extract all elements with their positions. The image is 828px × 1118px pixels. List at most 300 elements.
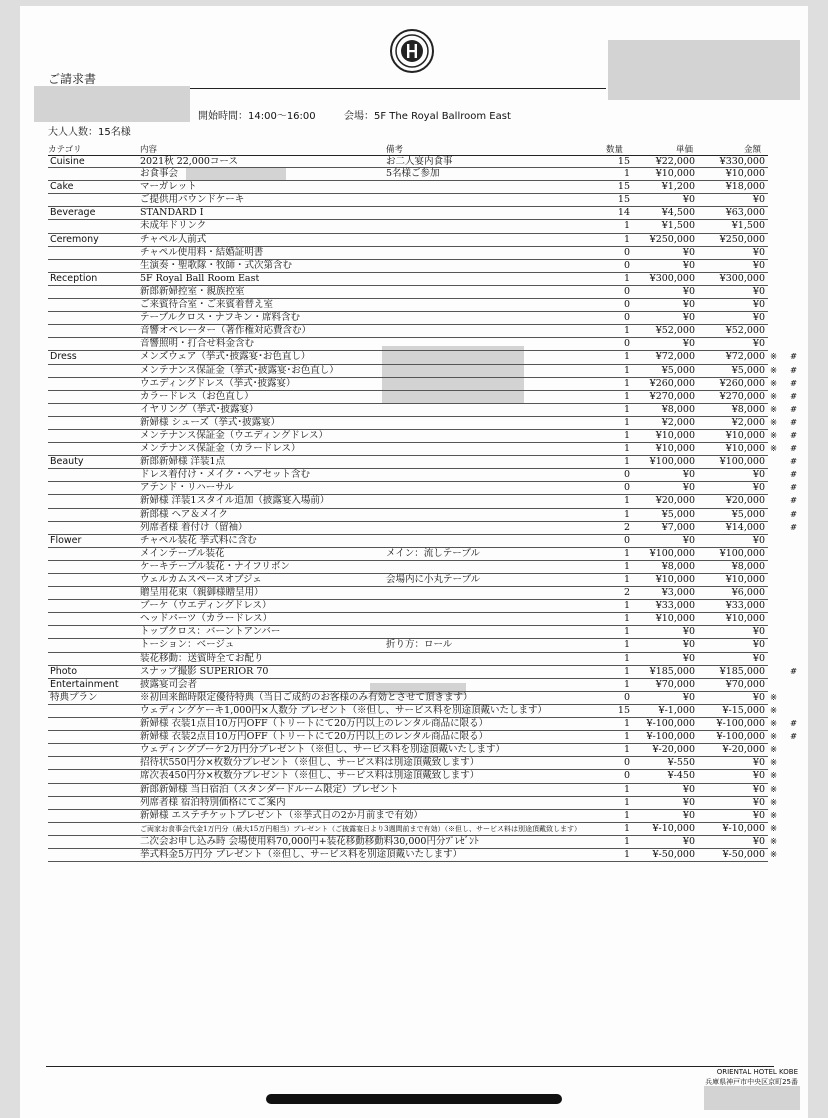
row-item: カラードレス（お色直し）	[140, 390, 254, 402]
row-unit-price: ¥0	[682, 783, 695, 795]
row-qty: 1	[623, 272, 630, 284]
row-item: マーガレット	[140, 181, 197, 193]
row-qty: 1	[623, 809, 630, 821]
row-amount: ¥-100,000	[716, 731, 765, 743]
row-qty: 1	[623, 220, 630, 232]
row-note: 会場内に小丸テーブル	[386, 574, 481, 585]
guest-count: 大人人数：15名様	[48, 127, 131, 138]
row-category: Ceremony	[50, 233, 99, 245]
row-amount: ¥0	[752, 691, 765, 703]
row-item: 新郎様 ヘア＆メイク	[140, 508, 228, 520]
table-row	[48, 482, 798, 495]
row-unit-price: ¥5,000	[661, 508, 695, 520]
row-amount: ¥0	[752, 482, 765, 494]
row-qty: 1	[623, 429, 630, 441]
row-qty: 1	[623, 639, 630, 651]
row-hash: #	[790, 391, 798, 402]
row-unit-price: ¥0	[682, 299, 695, 311]
row-amount: ¥0	[752, 299, 765, 311]
row-item: 新婦様 シューズ（挙式･披露宴）	[140, 416, 281, 428]
hotel-crest-logo	[389, 28, 435, 74]
table-row	[48, 456, 798, 469]
row-unit-price: ¥185,000	[649, 665, 695, 677]
row-mark: ※	[770, 365, 778, 376]
table-row	[48, 247, 768, 260]
row-unit-price: ¥270,000	[649, 390, 695, 402]
table-row	[48, 325, 768, 338]
table-row	[48, 338, 768, 351]
row-note: 折り方：ロール	[386, 639, 453, 651]
row-unit-price: ¥0	[682, 482, 695, 494]
redacted-block	[34, 86, 190, 122]
row-mark: ※	[770, 836, 778, 847]
row-unit-price: ¥0	[682, 796, 695, 808]
row-qty: 1	[623, 744, 630, 756]
table-row	[48, 443, 798, 456]
row-item: メンテナンス保証金（挙式･披露宴･お色直し）	[140, 364, 339, 376]
table-row	[48, 731, 798, 744]
row-unit-price: ¥0	[682, 194, 695, 206]
row-unit-price: ¥0	[682, 534, 695, 546]
row-item: ウェルカムスペースオブジェ	[140, 574, 262, 585]
header-qty: 数量	[606, 145, 624, 155]
venue: 会場：5F The Royal Ballroom East	[344, 111, 511, 122]
header-unit-price: 単価	[676, 145, 694, 155]
row-qty: 1	[623, 233, 630, 245]
row-qty: 1	[623, 718, 630, 730]
row-qty: 0	[623, 534, 630, 546]
row-item: 贈呈用花束（親御様贈呈用）	[140, 587, 264, 599]
row-amount: ¥0	[752, 194, 765, 206]
table-row	[48, 704, 778, 718]
row-hash: #	[790, 509, 798, 520]
row-hash: #	[790, 378, 798, 389]
table-row	[48, 665, 798, 679]
row-unit-price: ¥8,000	[661, 560, 695, 572]
row-unit-price: ¥20,000	[655, 495, 695, 507]
row-item: 新郎新婦控室・親族控室	[140, 285, 245, 297]
row-item: STANDARD Ⅰ	[140, 207, 204, 219]
row-amount: ¥300,000	[719, 272, 765, 284]
row-unit-price: ¥0	[682, 338, 695, 350]
row-unit-price: ¥-450	[667, 770, 695, 782]
table-row	[48, 561, 768, 574]
row-mark: ※	[770, 771, 778, 782]
row-item: チャペル人前式	[140, 233, 207, 245]
row-amount: ¥0	[752, 534, 765, 546]
row-amount: ¥260,000	[719, 377, 765, 389]
row-unit-price: ¥10,000	[655, 574, 695, 585]
row-hash: #	[790, 404, 798, 415]
row-unit-price: ¥100,000	[649, 547, 695, 559]
table-row	[48, 508, 798, 522]
row-unit-price: ¥260,000	[649, 377, 695, 389]
row-unit-price: ¥10,000	[655, 429, 695, 441]
row-mark: ※	[770, 849, 778, 860]
row-amount: ¥10,000	[725, 613, 765, 625]
table-row	[48, 626, 768, 639]
row-unit-price: ¥70,000	[655, 678, 695, 690]
row-item: ご提供用パウンドケーキ	[140, 194, 245, 206]
row-unit-price: ¥0	[682, 312, 695, 324]
table-row	[48, 796, 778, 810]
row-mark: ※	[770, 705, 778, 716]
row-qty: 1	[623, 351, 630, 363]
row-item: ヘッドパーツ（カラードレス）	[140, 613, 273, 625]
row-unit-price: ¥0	[682, 259, 695, 271]
table-row	[48, 364, 798, 378]
row-amount: ¥185,000	[719, 665, 765, 677]
row-unit-price: ¥3,000	[661, 587, 695, 599]
row-qty: 1	[623, 495, 630, 507]
table-row	[48, 822, 778, 836]
row-item: 挙式料金5万円分 プレゼント（※但し、サービス料を別途頂戴いたします）	[140, 848, 463, 860]
row-unit-price: ¥0	[682, 639, 695, 651]
row-unit-price: ¥8,000	[661, 403, 695, 415]
row-qty: 1	[623, 783, 630, 795]
row-hash: #	[790, 417, 798, 428]
row-unit-price: ¥300,000	[649, 272, 695, 284]
row-hash: #	[790, 470, 798, 481]
row-qty: 1	[623, 652, 630, 664]
header-category: カテゴリ	[48, 145, 82, 155]
row-qty: 1	[623, 848, 630, 860]
header-amount: 金額	[744, 145, 762, 155]
row-note: お二人宴内食事	[386, 156, 453, 167]
row-item: メインテーブル装花	[140, 547, 225, 559]
row-unit-price: ¥4,500	[661, 207, 695, 219]
row-unit-price: ¥0	[682, 809, 695, 821]
table-row	[48, 600, 768, 613]
row-qty: 1	[623, 508, 630, 520]
row-item: ケーキテーブル装花・ナイフリボン	[140, 560, 290, 572]
row-note: メイン：流しテーブル	[386, 547, 480, 559]
row-category: Flower	[50, 534, 82, 546]
row-unit-price: ¥72,000	[655, 351, 695, 363]
row-qty: 1	[623, 443, 630, 455]
table-row	[48, 390, 798, 404]
row-item: スナップ撮影 SUPERIOR 70	[140, 665, 269, 677]
row-amount: ¥10,000	[725, 574, 765, 585]
row-unit-price: ¥0	[682, 626, 695, 638]
row-amount: ¥100,000	[719, 456, 765, 468]
row-amount: ¥8,000	[731, 560, 765, 572]
table-row	[48, 691, 778, 705]
row-item: 未成年ドリンク	[140, 220, 207, 232]
row-category: Photo	[50, 665, 78, 677]
row-amount: ¥2,000	[731, 416, 765, 428]
row-unit-price: ¥22,000	[655, 156, 695, 167]
row-unit-price: ¥10,000	[655, 443, 695, 455]
row-item: ウェディングケーキ1,000円×人数分 プレゼント（※但し、サービス料を別途頂戴いたします）	[140, 704, 547, 716]
row-qty: 1	[623, 377, 630, 389]
row-amount: ¥52,000	[725, 325, 765, 337]
row-item: 新婦様 衣装2点目10万円OFF（トリートにて20万円以上のレンタル商品に限る）	[140, 731, 489, 743]
row-mark: ※	[770, 823, 778, 834]
row-hash: #	[790, 444, 798, 455]
row-qty: 1	[623, 626, 630, 638]
row-category: Cuisine	[50, 156, 85, 167]
row-item: 生演奏・聖歌隊・牧師・式次第含む	[140, 259, 293, 271]
row-qty: 1	[623, 390, 630, 402]
row-item: 招待状550円分×枚数分プレゼント（※但し、サービス料は別途頂戴致します）	[140, 757, 480, 769]
table-row	[48, 548, 768, 561]
row-unit-price: ¥10,000	[655, 168, 695, 180]
row-mark: ※	[770, 797, 778, 808]
home-indicator-bar[interactable]	[266, 1094, 562, 1104]
row-mark: ※	[770, 404, 778, 415]
table-row	[48, 469, 798, 482]
table-row	[48, 809, 778, 823]
document-title: ご請求書	[48, 72, 97, 86]
table-row	[48, 312, 768, 325]
row-qty: 15	[617, 704, 630, 716]
row-qty: 1	[623, 796, 630, 808]
row-item: 新郎新婦様 洋装1点	[140, 456, 226, 468]
table-row	[48, 718, 798, 731]
row-amount: ¥0	[752, 259, 765, 271]
row-item: ※初回来館時限定優待特典（当日ご成約のお客様のみ有効とさせて頂きます）	[140, 691, 473, 703]
table-row	[48, 234, 768, 247]
row-amount: ¥0	[752, 338, 765, 350]
row-unit-price: ¥1,200	[661, 181, 695, 193]
row-item: ブーケ（ウエディングドレス）	[140, 600, 272, 612]
table-row	[48, 783, 778, 797]
row-mark: ※	[770, 417, 778, 428]
header-item: 内容	[140, 145, 158, 155]
row-amount: ¥18,000	[725, 181, 765, 193]
row-amount: ¥100,000	[719, 547, 765, 559]
row-category: Cake	[50, 181, 74, 193]
table-row	[48, 429, 798, 443]
row-category: Beverage	[50, 207, 96, 219]
footer-divider	[46, 1066, 774, 1067]
row-qty: 1	[623, 403, 630, 415]
table-row	[48, 194, 768, 207]
row-qty: 1	[623, 364, 630, 376]
table-row	[48, 155, 768, 168]
footer-address: 兵庫県神戸市中央区京町25番	[705, 1078, 798, 1086]
row-amount: ¥270,000	[719, 390, 765, 402]
row-qty: 1	[623, 168, 630, 180]
row-amount: ¥8,000	[731, 403, 765, 415]
row-item: 2021秋 22,000コース	[140, 156, 238, 167]
row-item: 新婦様 洋装1スタイル追加（披露宴入場前）	[140, 495, 330, 507]
table-row	[48, 535, 768, 548]
row-qty: 1	[623, 560, 630, 572]
row-unit-price: ¥100,000	[649, 456, 695, 468]
row-amount: ¥-15,000	[722, 704, 765, 716]
row-unit-price: ¥5,000	[661, 364, 695, 376]
row-unit-price: ¥0	[682, 652, 695, 664]
table-row	[48, 260, 768, 273]
row-unit-price: ¥7,000	[661, 521, 695, 533]
row-qty: 1	[623, 574, 630, 585]
row-amount: ¥0	[752, 835, 765, 847]
table-row	[48, 848, 778, 862]
row-mark: ※	[770, 719, 778, 730]
row-qty: 15	[617, 181, 630, 193]
row-mark: ※	[770, 810, 778, 821]
row-unit-price: ¥-100,000	[646, 731, 695, 743]
row-item: 新婦様 エステチケットプレゼント（※挙式日の2か月前まで有効）	[140, 809, 423, 821]
row-item: トーション：ベージュ	[140, 639, 235, 651]
row-amount: ¥10,000	[725, 429, 765, 441]
row-item: ウェディングブーケ2万円分プレゼント（※但し、サービス料を別途頂戴いたします）	[140, 744, 506, 756]
table-row	[48, 181, 768, 194]
row-item: ウエディングドレス（挙式･披露宴）	[140, 377, 296, 389]
table-row	[48, 299, 768, 312]
row-unit-price: ¥250,000	[649, 233, 695, 245]
row-item: 装花移動：送賓時全てお配り	[140, 652, 264, 664]
row-item: 新婦様 衣装1点目10万円OFF（トリートにて20万円以上のレンタル商品に限る）	[140, 718, 489, 730]
table-row	[48, 403, 798, 417]
row-item: 席次表450円分×枚数分プレゼント（※但し、サービス料は別途頂戴致します）	[140, 770, 480, 782]
row-mark: ※	[770, 732, 778, 743]
table-row	[48, 835, 778, 849]
row-qty: 0	[623, 285, 630, 297]
redacted-block	[704, 1086, 800, 1110]
row-qty: 1	[623, 613, 630, 625]
row-mark: ※	[770, 692, 778, 703]
row-amount: ¥0	[752, 770, 765, 782]
row-unit-price: ¥0	[682, 246, 695, 258]
header-note: 備考	[386, 145, 404, 155]
table-row	[48, 207, 768, 220]
row-unit-price: ¥-10,000	[652, 822, 695, 834]
row-amount: ¥0	[752, 469, 765, 481]
row-qty: 1	[623, 456, 630, 468]
row-amount: ¥0	[752, 796, 765, 808]
row-item: メンテナンス保証金（ウエディングドレス）	[140, 429, 329, 441]
table-row	[48, 613, 768, 626]
row-item: 5F Royal Ball Room East	[140, 272, 260, 284]
row-qty: 2	[623, 587, 630, 599]
row-hash: #	[790, 732, 798, 743]
row-unit-price: ¥33,000	[655, 600, 695, 612]
row-item: メンテナンス保証金（カラードレス）	[140, 443, 301, 455]
row-item: 列席者様 着付け（留袖）	[140, 521, 248, 533]
row-item: 列席者様 宿泊特別価格にてご案内	[140, 796, 286, 808]
row-item: テーブルクロス・ナフキン・席料含む	[140, 312, 300, 324]
row-item: ドレス着付け・メイク・ヘアセット含む	[140, 469, 310, 481]
row-mark: ※	[770, 430, 778, 441]
row-item: ご来賓待合室・ご来賓着替え室	[140, 299, 274, 311]
redacted-block	[608, 40, 800, 100]
row-hash: #	[790, 496, 798, 507]
row-amount: ¥0	[752, 783, 765, 795]
row-unit-price: ¥52,000	[655, 325, 695, 337]
row-mark: ※	[770, 391, 778, 402]
row-hash: #	[790, 352, 798, 363]
row-item: 披露宴司会者	[140, 678, 198, 690]
row-amount: ¥0	[752, 809, 765, 821]
row-mark: ※	[770, 784, 778, 795]
row-item: ご両家お食事会代金1万円分（最大15万円相当）プレゼント（ご披露宴日より3週間前まで有効）（※但し、サービス料は別途頂戴致します）	[140, 824, 582, 833]
row-qty: 0	[623, 312, 630, 324]
row-item: チャペル使用料・結婚証明書	[140, 246, 264, 258]
table-row	[48, 574, 768, 587]
table-row	[48, 639, 768, 652]
row-qty: 1	[623, 547, 630, 559]
row-qty: 15	[617, 194, 630, 206]
row-item: 新郎新婦様 当日宿泊（スタンダードルーム限定）プレゼント	[140, 783, 399, 795]
row-unit-price: ¥0	[682, 285, 695, 297]
row-amount: ¥6,000	[731, 587, 765, 599]
row-item: 音響照明・打合せ料金含む	[140, 338, 255, 350]
row-qty: 2	[623, 521, 630, 533]
row-item: アテンド・リハーサル	[140, 482, 234, 494]
row-qty: 0	[623, 338, 630, 350]
table-row	[48, 286, 768, 299]
row-qty: 1	[623, 822, 630, 834]
row-qty: 0	[623, 246, 630, 258]
row-unit-price: ¥-550	[667, 757, 695, 769]
row-qty: 0	[623, 770, 630, 782]
start-time: 開始時間：14:00～16:00	[198, 111, 316, 122]
row-amount: ¥10,000	[725, 443, 765, 455]
table-row	[48, 770, 778, 783]
row-item: メンズウェア（挙式･披露宴･お色直し）	[140, 351, 311, 363]
row-qty: 1	[623, 835, 630, 847]
row-item: トップクロス：バーントアンバー	[140, 626, 281, 638]
row-mark: ※	[770, 758, 778, 769]
row-unit-price: ¥-50,000	[652, 848, 695, 860]
row-amount: ¥0	[752, 246, 765, 258]
row-amount: ¥-50,000	[722, 848, 765, 860]
table-row	[48, 521, 798, 535]
row-amount: ¥0	[752, 652, 765, 664]
row-hash: #	[790, 719, 798, 730]
row-unit-price: ¥-20,000	[652, 744, 695, 756]
row-amount: ¥14,000	[725, 521, 765, 533]
row-amount: ¥72,000	[725, 351, 765, 363]
row-amount: ¥0	[752, 285, 765, 297]
row-mark: ※	[770, 378, 778, 389]
row-amount: ¥70,000	[725, 678, 765, 690]
row-amount: ¥0	[752, 626, 765, 638]
row-qty: 15	[617, 156, 630, 167]
row-hash: #	[790, 483, 798, 494]
row-unit-price: ¥10,000	[655, 613, 695, 625]
row-amount: ¥20,000	[725, 495, 765, 507]
invoice-table	[48, 155, 798, 862]
row-hash: #	[790, 365, 798, 376]
table-row	[48, 744, 778, 757]
row-unit-price: ¥-100,000	[646, 718, 695, 730]
row-amount: ¥-100,000	[716, 718, 765, 730]
row-hash: #	[790, 666, 798, 677]
row-unit-price: ¥0	[682, 469, 695, 481]
row-category: Dress	[50, 351, 77, 363]
table-row	[48, 168, 768, 181]
row-amount: ¥-10,000	[722, 822, 765, 834]
row-unit-price: ¥2,000	[661, 416, 695, 428]
row-mark: ※	[770, 745, 778, 756]
row-item: チャペル装花 挙式料に含む	[140, 534, 257, 546]
row-unit-price: ¥0	[682, 835, 695, 847]
row-item: 音響オペレーター（著作権対応費含む）	[140, 325, 312, 337]
row-amount: ¥330,000	[719, 156, 765, 167]
row-hash: #	[790, 522, 798, 533]
row-unit-price: ¥0	[682, 691, 695, 703]
table-row	[48, 587, 768, 600]
row-qty: 0	[623, 757, 630, 769]
row-amount: ¥1,500	[731, 220, 765, 232]
row-note: 5名様ご参加	[386, 168, 440, 180]
row-amount: ¥0	[752, 312, 765, 324]
row-unit-price: ¥-1,000	[658, 704, 695, 716]
